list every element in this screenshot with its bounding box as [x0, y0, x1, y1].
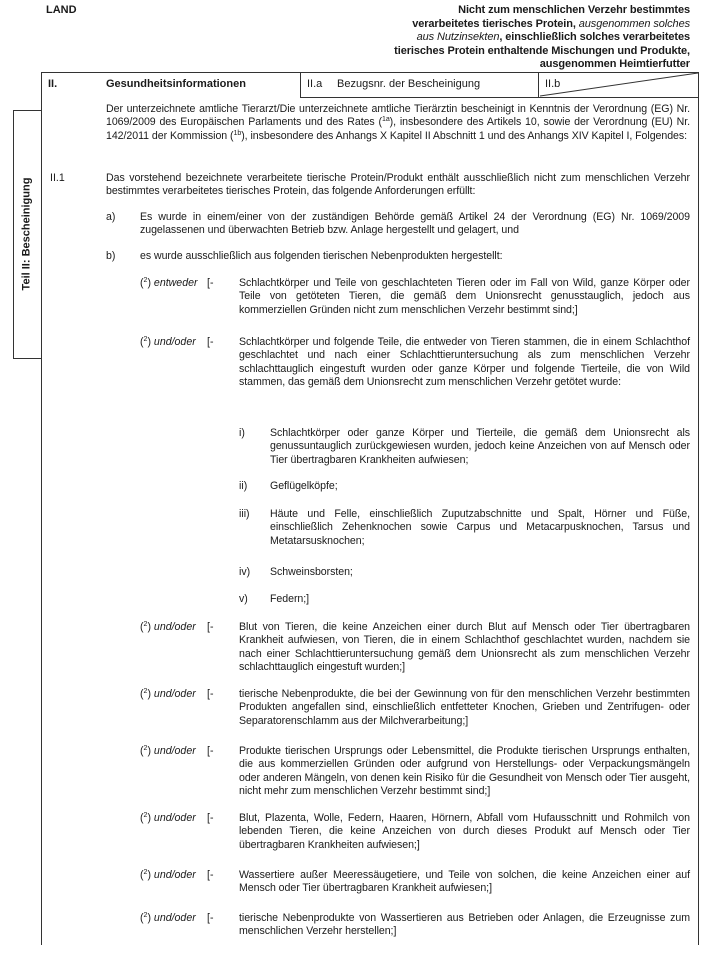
side-label — [13, 110, 40, 358]
subitem-label: i) — [239, 427, 245, 439]
side-label-text: Teil II: Bescheinigung — [20, 177, 33, 291]
subitem-label: iv) — [239, 566, 251, 578]
item-b-text: es wurde ausschließlich aus folgenden tierischen Nebenprodukten hergestellt: — [140, 250, 503, 262]
table-left-border — [41, 72, 42, 945]
option-text: tierische Nebenprodukte, die bei der Gewinnung von für den menschlichen Verzehr bestimmten Produkten angefallen sind, einschließlich entfetteter Knochen, Grieben und Zentrifugen- oder Separatorenschlamm aus der Milchverarbeitung;] — [239, 688, 690, 727]
title-text-italic: ausgenommen solches — [578, 17, 690, 30]
title-line-2 — [230, 18, 690, 32]
country-label: LAND — [46, 4, 77, 16]
footnote-ref: 2 — [143, 688, 148, 695]
title-text: Nicht zum menschlichen Verzehr bestimmtes — [458, 4, 690, 16]
section-number: II. — [48, 78, 58, 90]
option-text: Blut von Tieren, die keine Anzeichen einer durch Blut auf Mensch oder Tier übertragbaren Krankheit aufwiesen, von Tieren, die in einem Schlachthof geschlachtet wurden, nachdem sie nach einer Schlachttieruntersuchung gemäß dem Unionsrecht als zum menschlichen Verzehr schlachttauglich eingestuft wurden;] — [239, 621, 690, 674]
option-bracket: [- — [207, 812, 214, 824]
header-divider-1 — [300, 72, 301, 97]
option-text: Schlachtkörper und Teile von geschlachteten Tieren oder im Fall von Wild, ganze Körper oder Teile von getöteten Tieren, die gemäß dem Unionsrecht genusstauglich, jedoch aus kommerziellen Gründen nicht zum menschlichen Verzehr bestimmt sind;] — [239, 277, 690, 316]
footnote-ref: 2 — [143, 812, 148, 819]
footnote-ref: 2 — [143, 621, 148, 628]
option-text: Schlachtkörper und folgende Teile, die entweder von Tieren stammen, die in einem Schlachthof geschlachtet und nach einer Schlachttieruntersuchung als zum menschlichen Verzehr schlachttauglich eingestuft wurden oder ganze Körper und folgende Tierteile, die von Wild stammen, das gemäß dem Unionsrecht zum menschlichen Verzehr getötet wurde: — [239, 336, 690, 389]
title-text: ausgenommen Heimtierfutter — [539, 58, 690, 71]
option-keyword-text: und/oder — [153, 621, 196, 633]
option-text: Blut, Plazenta, Wolle, Federn, Haaren, Hörnern, Abfall vom Hufausschnitt und Rohmilch von lebenden Tieren, die keine Anzeichen von durch dieses Produkt auf Mensch oder Tier übertragbaren Krankheiten aufwiesen;] — [239, 812, 690, 851]
footnote-ref: 2 — [143, 912, 148, 919]
footnote-ref: 2 — [143, 336, 148, 343]
item-a-label: a) — [106, 211, 116, 223]
footnote-ref: 1b — [233, 129, 242, 137]
item-b-label: b) — [106, 250, 116, 262]
title-line-5 — [230, 58, 690, 72]
option-keyword: ($^2$) und/oder — [140, 621, 196, 633]
table-right-border — [698, 72, 699, 945]
title-line-1 — [230, 4, 690, 18]
title-line-4 — [230, 45, 690, 59]
option-text: Produkte tierischen Ursprungs oder Lebensmittel, die Produkte tierischen Ursprungs enthalten, die aus kommerziellen Gründen oder aufgrund von Herstellungs- oder Verpackungsmängeln oder anderen Mängeln, von denen kein Risiko für die Gesundheit von Mensch oder Tier ausgeht, nicht mehr zum menschlichen Verzehr bestimmt sind;] — [239, 745, 690, 798]
subitem-label: v) — [239, 593, 248, 605]
item-a-text: Es wurde in einem/einer von der zuständigen Behörde gemäß Artikel 24 der Verordnung (EG) Nr. 1069/2009 zugelassenen und überwachten Betrieb bzw. Anlage hergestellt und gelagert, und — [140, 211, 690, 237]
option-bracket: [- — [207, 912, 214, 924]
option-keyword-text: und/oder — [153, 912, 196, 924]
option-keyword: ($^2$) und/oder — [140, 812, 196, 824]
subitem-text: Schlachtkörper oder ganze Körper und Tierteile, die gemäß dem Unionsrecht als genussuntauglich zurückgewiesen wurden, jedoch keine Anzeichen von auf Mensch oder Tier übertragbaren Krankheiten aufwiesen; — [270, 427, 690, 466]
option-keyword-text: entweder — [153, 277, 198, 289]
subitem-text: Geflügelköpfe; — [270, 480, 338, 492]
option-keyword: ($^2$) und/oder — [140, 336, 196, 348]
option-keyword: ($^2$) und/oder — [140, 869, 196, 881]
option-bracket: [- — [207, 277, 214, 289]
section-title: Gesundheitsinformationen — [106, 78, 246, 90]
footnote-ref: 2 — [143, 277, 148, 284]
side-box-bottom — [13, 358, 41, 359]
subitem-text: Häute und Felle, einschließlich Zuputzabschnitte und Spalt, Hörner und Füße, einschließlich Zehenknochen sowie Carpus und Metacarpusknochen, Tarsus und Metatarsusknochen; — [270, 508, 690, 547]
option-keyword: ($^2$) und/oder — [140, 912, 196, 924]
ref-code-a: II.a — [307, 78, 323, 90]
option-text: tierische Nebenprodukte von Wassertieren aus Betrieben oder Anlagen, die Erzeugnisse zum menschlichen Verzehr herstellen;] — [239, 912, 690, 938]
footnote-ref: 1a — [381, 116, 390, 124]
option-keyword-text: und/oder — [153, 745, 196, 757]
intro-text: ), insbesondere des Anhangs X Kapitel II Abschnitt 1 und des Anhangs XIV Kapitel I, Folgendes: — [241, 129, 688, 142]
ref-label: Bezugsnr. der Bescheinigung — [337, 78, 481, 90]
ref-code-b: II.b — [545, 78, 561, 90]
subitem-text: Federn;] — [270, 593, 310, 605]
ref-b-field[interactable] — [570, 78, 690, 92]
option-keyword: ($^2$) und/oder — [140, 745, 196, 757]
option-keyword-text: und/oder — [153, 869, 196, 881]
option-bracket: [- — [207, 745, 214, 757]
title-text: verarbeitetes tierisches Protein, — [412, 17, 579, 30]
footnote-ref: 2 — [143, 745, 148, 752]
option-bracket: [- — [207, 688, 214, 700]
title-line-3 — [230, 31, 690, 45]
option-bracket: [- — [207, 336, 214, 348]
title-text: , einschließlich solches verarbeitetes — [499, 31, 690, 44]
option-keyword-text: und/oder — [153, 336, 196, 348]
option-keyword: ($^2$) entweder — [140, 277, 198, 289]
intro-text: ), insbesondere des Artikels 10, sowie der Verordnung (EU) Nr. 142/2011 der Kommission ( — [106, 116, 690, 142]
option-keyword-text: und/oder — [153, 688, 196, 700]
option-bracket: [- — [207, 869, 214, 881]
title-text-italic: aus Nutzinsekten — [416, 31, 500, 44]
title-text: tierisches Protein enthaltende Mischungen und Produkte, — [394, 44, 690, 57]
clause-text: Das vorstehend bezeichnete verarbeitete tierische Protein/Produkt enthält ausschließlich nicht zum menschlichen Verzehr bestimmtes verarbeitetes tierisches Protein, das folgende Anforderungen erfüllt: — [106, 172, 690, 198]
option-keyword-text: und/oder — [153, 812, 196, 824]
subitem-text: Schweinsborsten; — [270, 566, 353, 578]
intro-text: Der unterzeichnete amtliche Tierarzt/Die unterzeichnete amtliche Tierärztin bescheinigt in Kenntnis der Verordnung (EG) Nr. 1069/2009 des Europäischen Parlaments und des Rates ( — [106, 103, 690, 129]
clause-number: II.1 — [50, 172, 65, 184]
footnote-ref: 2 — [143, 869, 148, 876]
option-bracket: [- — [207, 621, 214, 633]
option-text: Wassertiere außer Meeressäugetiere, und Teile von solchen, die keine Anzeichen einer auf Mensch oder Tier übertragbaren Krankheit aufwiesen;] — [239, 869, 690, 895]
subitem-label: ii) — [239, 480, 248, 492]
certificate-title — [230, 4, 690, 72]
subitem-label: iii) — [239, 508, 250, 520]
intro-paragraph — [106, 103, 690, 143]
option-keyword: ($^2$) und/oder — [140, 688, 196, 700]
